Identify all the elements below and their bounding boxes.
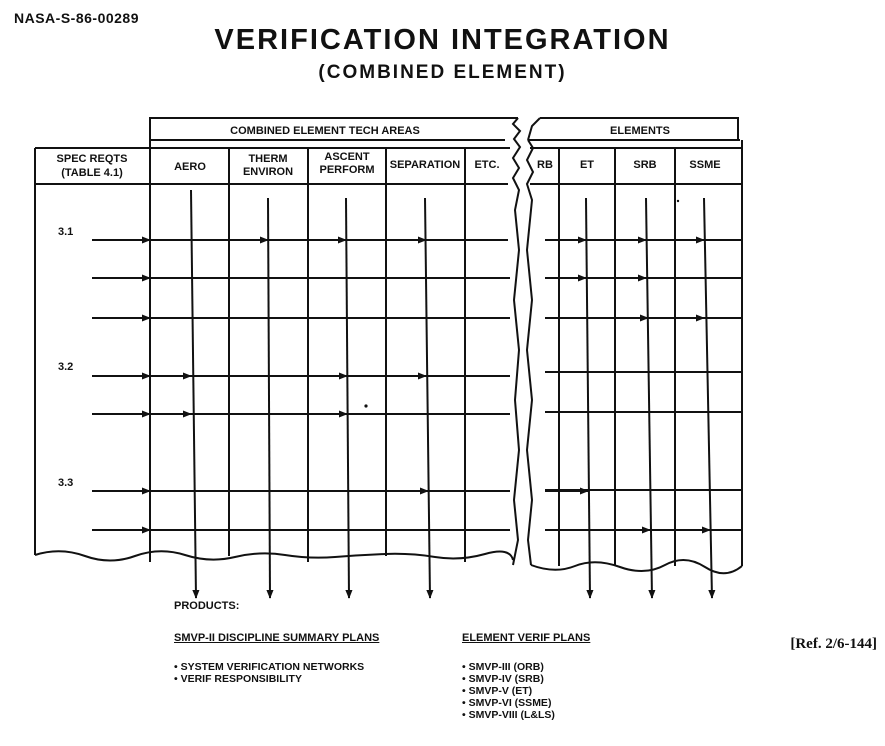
document-id: NASA-S-86-00289 <box>14 10 139 26</box>
requirement-arrows <box>92 240 710 530</box>
list-item: • SMVP-VI (SSME) <box>462 697 590 709</box>
discipline-summary-plans-title: SMVP-II DISCIPLINE SUMMARY PLANS <box>174 632 380 644</box>
list-item: • VERIF RESPONSIBILITY <box>174 673 379 685</box>
combined-element-tech-areas-header: COMBINED ELEMENT TECH AREAS <box>230 125 420 137</box>
list-item: • SMVP-III (ORB) <box>462 661 590 673</box>
row-label-3-3: 3.3 <box>58 477 74 489</box>
products-label: PRODUCTS: <box>174 600 240 612</box>
row-label-3-2: 3.2 <box>58 361 74 373</box>
page-title: VERIFICATION INTEGRATION <box>214 24 671 56</box>
page-subtitle: (COMBINED ELEMENT) <box>318 62 567 83</box>
left-block-break-edge <box>513 118 520 565</box>
speck <box>677 200 679 202</box>
aero-column-header: AERO <box>174 161 206 173</box>
right-block-break-edge <box>527 140 533 565</box>
product-flow-arrows <box>191 190 712 598</box>
grid-lines <box>35 118 742 573</box>
list-item: • SMVP-VIII (L&LS) <box>462 709 590 721</box>
ascent-perform-header-line2: PERFORM <box>319 164 375 176</box>
element-verif-plans-list <box>462 661 590 721</box>
discipline-summary-plans <box>174 632 379 685</box>
element-verif-plans <box>462 632 590 721</box>
et-column-header: ET <box>579 159 595 171</box>
etc-column-header: ETC. <box>474 159 500 171</box>
orb-column-header: RB <box>537 159 553 171</box>
speck <box>364 404 367 407</box>
element-verif-plans-title: ELEMENT VERIF PLANS <box>462 632 591 644</box>
spec-reqts-header: SPEC REQTS <box>56 153 128 165</box>
row-label-3-1: 3.1 <box>58 226 74 238</box>
list-item: • SMVP-IV (SRB) <box>462 673 590 685</box>
reference-citation: [Ref. 2/6-144] <box>790 636 877 652</box>
list-item: • SYSTEM VERIFICATION NETWORKS <box>174 661 379 673</box>
therm-environ-header-line1: THERM <box>248 153 288 165</box>
ascent-perform-header-line1: ASCENT <box>324 151 370 163</box>
ssme-column-header: SSME <box>689 159 721 171</box>
separation-column-header: SEPARATION <box>389 159 461 171</box>
list-item: • SMVP-V (ET) <box>462 685 590 697</box>
discipline-summary-plans-list <box>174 661 379 685</box>
elements-header: ELEMENTS <box>610 125 670 137</box>
therm-environ-header-line2: ENVIRON <box>242 166 294 178</box>
spec-reqts-table-ref: (TABLE 4.1) <box>61 167 123 179</box>
srb-column-header: SRB <box>633 159 657 171</box>
left-block-break-bottom <box>35 551 513 560</box>
